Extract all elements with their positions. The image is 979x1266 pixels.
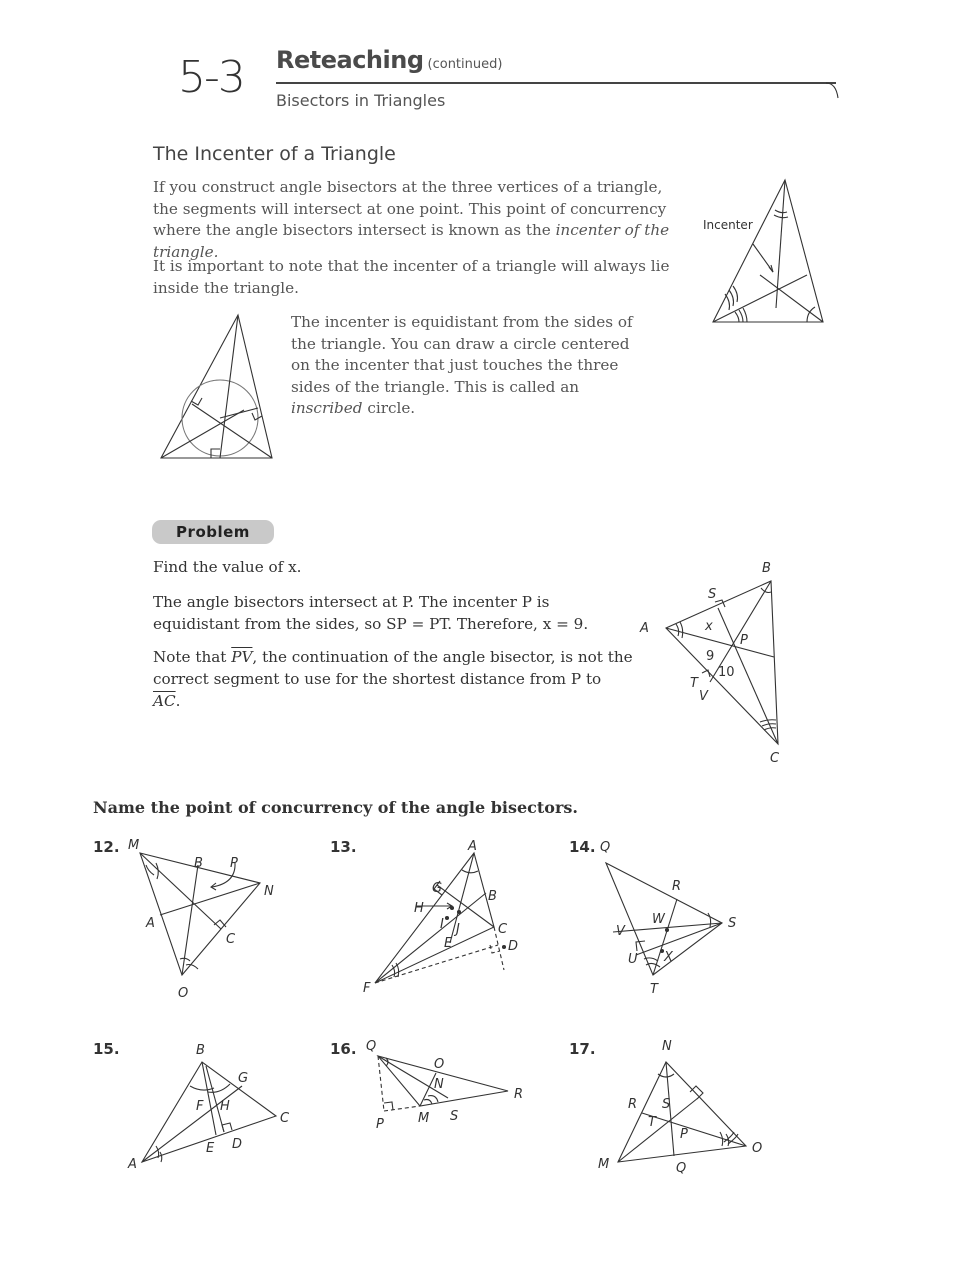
vertex-b: B xyxy=(762,561,771,576)
label-p: P xyxy=(376,1117,384,1132)
point-t: T xyxy=(690,676,698,691)
exercise-14-number: 14. xyxy=(569,838,596,856)
label-n: N xyxy=(434,1077,444,1092)
exercise-13-figure xyxy=(358,835,533,995)
label-o: O xyxy=(178,986,189,1001)
label-o: O xyxy=(752,1141,763,1156)
point-v: V xyxy=(699,689,708,704)
label-h: H xyxy=(220,1099,230,1114)
problem-badge: Problem xyxy=(152,520,274,544)
label-t: T xyxy=(648,1115,656,1130)
label-d: D xyxy=(508,939,519,954)
label-h: H xyxy=(414,901,424,916)
exercise-instruction: Name the point of concurrency of the angle bisectors. xyxy=(93,798,578,817)
header-rule xyxy=(276,82,836,84)
label-q: Q xyxy=(600,840,611,855)
inscribed-circle-figure xyxy=(158,312,276,462)
note-text: Note that xyxy=(153,648,232,666)
label-n: N xyxy=(264,884,274,899)
segment-pv: $\overline{PV}$ xyxy=(231,648,253,666)
label-a: A xyxy=(468,839,477,854)
label-q: Q xyxy=(366,1039,377,1054)
page-subtitle: Bisectors in Triangles xyxy=(276,91,446,110)
label-x: x xyxy=(705,619,713,634)
segment-ac: $\overline{AC}$ xyxy=(153,692,176,710)
label-s: S xyxy=(728,916,737,931)
problem-prompt: Find the value of x. xyxy=(153,558,302,576)
problem-figure xyxy=(636,558,796,768)
exercise-15-figure xyxy=(120,1036,300,1176)
vertex-c: C xyxy=(770,751,780,766)
intro-text: If you construct angle bisectors at the three vertices of a triangle, the segments will intersect at one point. This point of concurrency where the angle bisectors intersect is known as the xyxy=(153,178,667,239)
label-a: A xyxy=(146,916,155,931)
label-r: R xyxy=(514,1087,524,1102)
point-s: S xyxy=(708,587,717,602)
exercise-14-figure xyxy=(596,835,756,1000)
label-g: G xyxy=(238,1071,249,1086)
exercise-13-number: 13. xyxy=(330,838,357,856)
label-r: R xyxy=(628,1097,638,1112)
label-w: W xyxy=(652,912,665,927)
inscribed-text-end: circle. xyxy=(362,399,416,417)
label-e: E xyxy=(206,1141,215,1156)
label-g: G xyxy=(432,881,443,896)
intro-paragraph xyxy=(153,177,673,263)
label-b: B xyxy=(488,889,497,904)
label-i: I xyxy=(440,917,444,932)
incenter-p: P xyxy=(740,633,748,648)
section-title: The Incenter of a Triangle xyxy=(153,143,396,165)
label-n: N xyxy=(662,1039,672,1054)
label-9: 9 xyxy=(706,649,715,664)
label-j: J xyxy=(456,922,460,937)
label-f: F xyxy=(196,1099,204,1114)
label-q: Q xyxy=(676,1161,687,1176)
label-f: F xyxy=(363,981,371,995)
note-text-mid: , the continuation of the angle bisector, is not the correct segment to use for the shortest distance from P to xyxy=(153,648,633,688)
label-s: S xyxy=(450,1109,459,1124)
header-rule-curl xyxy=(826,80,840,102)
label-o: O xyxy=(434,1057,445,1072)
label-c: C xyxy=(226,932,236,947)
label-p: P xyxy=(230,856,238,871)
label-x: X xyxy=(664,950,673,965)
label-b: B xyxy=(196,1043,205,1058)
exercise-17-figure xyxy=(596,1036,776,1181)
label-r: R xyxy=(672,879,682,894)
exercise-12-figure xyxy=(120,835,290,1005)
label-d: D xyxy=(232,1137,243,1152)
label-m: M xyxy=(418,1111,430,1126)
vertex-a: A xyxy=(640,621,649,636)
label-t: T xyxy=(650,982,658,997)
label-a: A xyxy=(128,1157,137,1172)
incenter-figure xyxy=(695,172,835,327)
lesson-number: 5-3 xyxy=(178,52,244,103)
label-p: P xyxy=(680,1127,688,1142)
label-m: M xyxy=(128,838,140,853)
exercise-12-number: 12. xyxy=(93,838,120,856)
incenter-label: Incenter xyxy=(703,218,753,232)
note-paragraph: It is important to note that the incenter of a triangle will always lie inside the triangle. xyxy=(153,257,670,297)
note-text-end: . xyxy=(175,692,181,710)
intro-emphasis: incenter of the triangle. xyxy=(153,221,670,261)
label-s: S xyxy=(662,1097,671,1112)
exercise-16-number: 16. xyxy=(330,1040,357,1058)
exercise-15-number: 15. xyxy=(93,1040,120,1058)
label-m: M xyxy=(598,1157,610,1172)
problem-note xyxy=(153,646,633,712)
label-c: C xyxy=(498,922,508,937)
label-b: B xyxy=(194,856,203,871)
problem-solution: The angle bisectors intersect at P. The incenter P is equidistant from the sides, so SP = PT. Therefore, x = 9. xyxy=(153,593,589,633)
exercise-17-number: 17. xyxy=(569,1040,596,1058)
label-c: C xyxy=(280,1111,290,1126)
exercise-16-figure xyxy=(358,1036,538,1136)
label-u: U xyxy=(628,952,638,967)
title-suffix: (continued) xyxy=(427,57,503,72)
title-text: Reteaching xyxy=(276,46,424,74)
inscribed-text: The incenter is equidistant from the sides of the triangle. You can draw a circle centered on the incenter that just touches the three sides of the triangle. This is called an xyxy=(291,313,633,396)
inscribed-emphasis: inscribed xyxy=(291,399,363,417)
label-e: E xyxy=(444,936,453,951)
label-v: V xyxy=(616,924,625,939)
inscribed-paragraph xyxy=(291,312,651,420)
page-title xyxy=(276,46,502,74)
label-10: 10 xyxy=(718,665,735,680)
